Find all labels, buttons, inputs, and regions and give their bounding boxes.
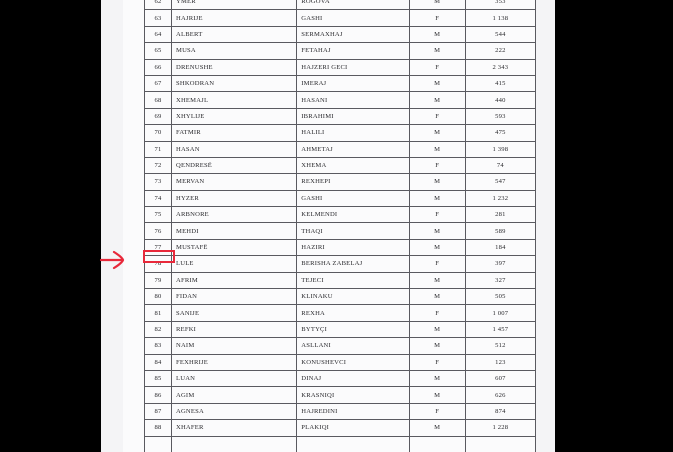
row-number-cell: 70 bbox=[145, 125, 172, 141]
row-number-cell: 76 bbox=[145, 223, 172, 239]
row-number-cell bbox=[145, 436, 172, 452]
last-name-cell: KRASNIQI bbox=[297, 387, 409, 403]
first-name-cell: XHEMAJL bbox=[172, 92, 297, 108]
first-name-cell: MEHDI bbox=[172, 223, 297, 239]
first-name-cell: HYZER bbox=[172, 190, 297, 206]
table-row bbox=[145, 420, 536, 436]
first-name-cell: SANIJE bbox=[172, 305, 297, 321]
row-number-cell: 65 bbox=[145, 43, 172, 59]
last-name-cell: GASHI bbox=[297, 190, 409, 206]
first-name-cell: AGIM bbox=[172, 387, 297, 403]
gender-cell: M bbox=[409, 26, 465, 42]
vote-count-cell: 1 457 bbox=[465, 321, 535, 337]
gender-cell: F bbox=[409, 403, 465, 419]
gender-cell: M bbox=[409, 321, 465, 337]
last-name-cell: SERMAXHAJ bbox=[297, 26, 409, 42]
row-number-cell: 80 bbox=[145, 289, 172, 305]
gender-cell: M bbox=[409, 370, 465, 386]
first-name-cell: YMER bbox=[172, 0, 297, 10]
vote-count-cell: 626 bbox=[465, 387, 535, 403]
last-name-cell: FETAHAJ bbox=[297, 43, 409, 59]
vote-count-cell: 1 232 bbox=[465, 190, 535, 206]
first-name-cell: XHAFER bbox=[172, 420, 297, 436]
vote-count-cell: 512 bbox=[465, 338, 535, 354]
row-number-cell: 82 bbox=[145, 321, 172, 337]
row-number-cell: 63 bbox=[145, 10, 172, 26]
row-number-cell: 72 bbox=[145, 157, 172, 173]
table-row bbox=[145, 0, 536, 10]
last-name-cell: HALILI bbox=[297, 125, 409, 141]
last-name-cell: HAJREDINI bbox=[297, 403, 409, 419]
vote-count-cell: 1 398 bbox=[465, 141, 535, 157]
gender-cell: M bbox=[409, 43, 465, 59]
gender-cell bbox=[409, 436, 465, 452]
first-name-cell: QENDRESË bbox=[172, 157, 297, 173]
candidate-results-body bbox=[145, 0, 536, 452]
vote-count-cell: 589 bbox=[465, 223, 535, 239]
table-row bbox=[145, 10, 536, 26]
row-number-cell: 78 bbox=[145, 256, 172, 272]
gender-cell: F bbox=[409, 305, 465, 321]
table-row bbox=[145, 43, 536, 59]
gender-cell: M bbox=[409, 420, 465, 436]
last-name-cell: ROGOVA bbox=[297, 0, 409, 10]
vote-count-cell: 874 bbox=[465, 403, 535, 419]
first-name-cell: AGNESA bbox=[172, 403, 297, 419]
table-row bbox=[145, 75, 536, 91]
last-name-cell: GASHI bbox=[297, 10, 409, 26]
gender-cell: F bbox=[409, 354, 465, 370]
first-name-cell: SHKODRAN bbox=[172, 75, 297, 91]
row-number-cell: 86 bbox=[145, 387, 172, 403]
row-number-cell: 71 bbox=[145, 141, 172, 157]
table-row bbox=[145, 354, 536, 370]
last-name-cell: IMERAJ bbox=[297, 75, 409, 91]
last-name-cell: AHMETAJ bbox=[297, 141, 409, 157]
gender-cell: M bbox=[409, 0, 465, 10]
table-row bbox=[145, 256, 536, 272]
table-row bbox=[145, 59, 536, 75]
row-number-cell: 69 bbox=[145, 108, 172, 124]
row-number-cell: 74 bbox=[145, 190, 172, 206]
table-row bbox=[145, 108, 536, 124]
row-number-cell: 64 bbox=[145, 26, 172, 42]
last-name-cell: THAQI bbox=[297, 223, 409, 239]
last-name-cell: TEJECI bbox=[297, 272, 409, 288]
last-name-cell: ASLLANI bbox=[297, 338, 409, 354]
last-name-cell: XHEMA bbox=[297, 157, 409, 173]
first-name-cell: MERVAN bbox=[172, 174, 297, 190]
vote-count-cell: 327 bbox=[465, 272, 535, 288]
vote-count-cell: 281 bbox=[465, 207, 535, 223]
table-row bbox=[145, 92, 536, 108]
first-name-cell: FATMIR bbox=[172, 125, 297, 141]
last-name-cell: HAZIRI bbox=[297, 239, 409, 255]
table-row bbox=[145, 125, 536, 141]
vote-count-cell: 222 bbox=[465, 43, 535, 59]
vote-count-cell: 544 bbox=[465, 26, 535, 42]
vote-count-cell: 505 bbox=[465, 289, 535, 305]
gender-cell: F bbox=[409, 10, 465, 26]
row-number-cell: 77 bbox=[145, 239, 172, 255]
last-name-cell: BERISHA ZABELAJ bbox=[297, 256, 409, 272]
first-name-cell: HAJRIJE bbox=[172, 10, 297, 26]
row-number-cell: 79 bbox=[145, 272, 172, 288]
table-row bbox=[145, 190, 536, 206]
row-number-cell: 81 bbox=[145, 305, 172, 321]
table-row bbox=[145, 338, 536, 354]
row-number-cell: 62 bbox=[145, 0, 172, 10]
first-name-cell: FIDAN bbox=[172, 289, 297, 305]
vote-count-cell: 397 bbox=[465, 256, 535, 272]
last-name-cell: HASANI bbox=[297, 92, 409, 108]
row-number-cell: 83 bbox=[145, 338, 172, 354]
first-name-cell: REFKI bbox=[172, 321, 297, 337]
last-name-cell: PLAKIQI bbox=[297, 420, 409, 436]
gender-cell: M bbox=[409, 141, 465, 157]
first-name-cell bbox=[172, 436, 297, 452]
row-number-cell: 88 bbox=[145, 420, 172, 436]
first-name-cell: ARBNORE bbox=[172, 207, 297, 223]
table-row bbox=[145, 272, 536, 288]
last-name-cell: HAJZERI GECI bbox=[297, 59, 409, 75]
row-number-cell: 87 bbox=[145, 403, 172, 419]
vote-count-cell: 353 bbox=[465, 0, 535, 10]
first-name-cell: FEXHRIJE bbox=[172, 354, 297, 370]
first-name-cell: MUSTAFË bbox=[172, 239, 297, 255]
row-number-cell: 73 bbox=[145, 174, 172, 190]
last-name-cell: IBRAHIMI bbox=[297, 108, 409, 124]
red-highlight-box bbox=[143, 250, 175, 263]
table-row bbox=[145, 370, 536, 386]
row-number-cell: 75 bbox=[145, 207, 172, 223]
table-row bbox=[145, 223, 536, 239]
red-arrow-icon bbox=[98, 249, 128, 271]
row-number-cell: 85 bbox=[145, 370, 172, 386]
vote-count-cell: 123 bbox=[465, 354, 535, 370]
table-row bbox=[145, 26, 536, 42]
row-number-cell: 84 bbox=[145, 354, 172, 370]
gender-cell: F bbox=[409, 59, 465, 75]
vote-count-cell: 1 007 bbox=[465, 305, 535, 321]
vote-count-cell: 475 bbox=[465, 125, 535, 141]
first-name-cell: XHYLIJE bbox=[172, 108, 297, 124]
vote-count-cell: 184 bbox=[465, 239, 535, 255]
table-row bbox=[145, 141, 536, 157]
row-number-cell: 67 bbox=[145, 75, 172, 91]
vote-count-cell: 547 bbox=[465, 174, 535, 190]
first-name-cell: LUAN bbox=[172, 370, 297, 386]
gender-cell: M bbox=[409, 75, 465, 91]
gender-cell: F bbox=[409, 207, 465, 223]
last-name-cell: DINAJ bbox=[297, 370, 409, 386]
last-name-cell: KELMENDI bbox=[297, 207, 409, 223]
table-row bbox=[145, 239, 536, 255]
last-name-cell: KONUSHEVCI bbox=[297, 354, 409, 370]
gender-cell: M bbox=[409, 239, 465, 255]
gender-cell: M bbox=[409, 387, 465, 403]
gender-cell: M bbox=[409, 174, 465, 190]
table-row bbox=[145, 305, 536, 321]
table-row bbox=[145, 403, 536, 419]
first-name-cell: LULE bbox=[172, 256, 297, 272]
gender-cell: M bbox=[409, 272, 465, 288]
first-name-cell: NAIM bbox=[172, 338, 297, 354]
first-name-cell: HASAN bbox=[172, 141, 297, 157]
first-name-cell: MUSA bbox=[172, 43, 297, 59]
vote-count-cell: 607 bbox=[465, 370, 535, 386]
vote-count-cell: 1 228 bbox=[465, 420, 535, 436]
vote-count-cell: 2 343 bbox=[465, 59, 535, 75]
vote-count-cell: 593 bbox=[465, 108, 535, 124]
last-name-cell: BYTYÇI bbox=[297, 321, 409, 337]
vote-count-cell bbox=[465, 436, 535, 452]
table-row bbox=[145, 387, 536, 403]
last-name-cell bbox=[297, 436, 409, 452]
first-name-cell: AFRIM bbox=[172, 272, 297, 288]
gender-cell: M bbox=[409, 289, 465, 305]
first-name-cell: ALBERT bbox=[172, 26, 297, 42]
vote-count-cell: 415 bbox=[465, 75, 535, 91]
gender-cell: M bbox=[409, 338, 465, 354]
gender-cell: M bbox=[409, 92, 465, 108]
row-number-cell: 68 bbox=[145, 92, 172, 108]
candidate-results-table bbox=[144, 0, 536, 452]
table-row bbox=[145, 207, 536, 223]
gender-cell: M bbox=[409, 223, 465, 239]
gender-cell: F bbox=[409, 256, 465, 272]
vote-count-cell: 440 bbox=[465, 92, 535, 108]
table-row bbox=[145, 321, 536, 337]
last-name-cell: REXHEPI bbox=[297, 174, 409, 190]
first-name-cell: DRENUSHE bbox=[172, 59, 297, 75]
vote-count-cell: 74 bbox=[465, 157, 535, 173]
row-number-cell: 66 bbox=[145, 59, 172, 75]
gender-cell: M bbox=[409, 125, 465, 141]
table-row bbox=[145, 436, 536, 452]
table-row bbox=[145, 174, 536, 190]
gender-cell: M bbox=[409, 190, 465, 206]
gender-cell: F bbox=[409, 157, 465, 173]
vote-count-cell: 1 138 bbox=[465, 10, 535, 26]
last-name-cell: KLINAKU bbox=[297, 289, 409, 305]
gender-cell: F bbox=[409, 108, 465, 124]
table-row bbox=[145, 157, 536, 173]
last-name-cell: REXHA bbox=[297, 305, 409, 321]
table-row bbox=[145, 289, 536, 305]
